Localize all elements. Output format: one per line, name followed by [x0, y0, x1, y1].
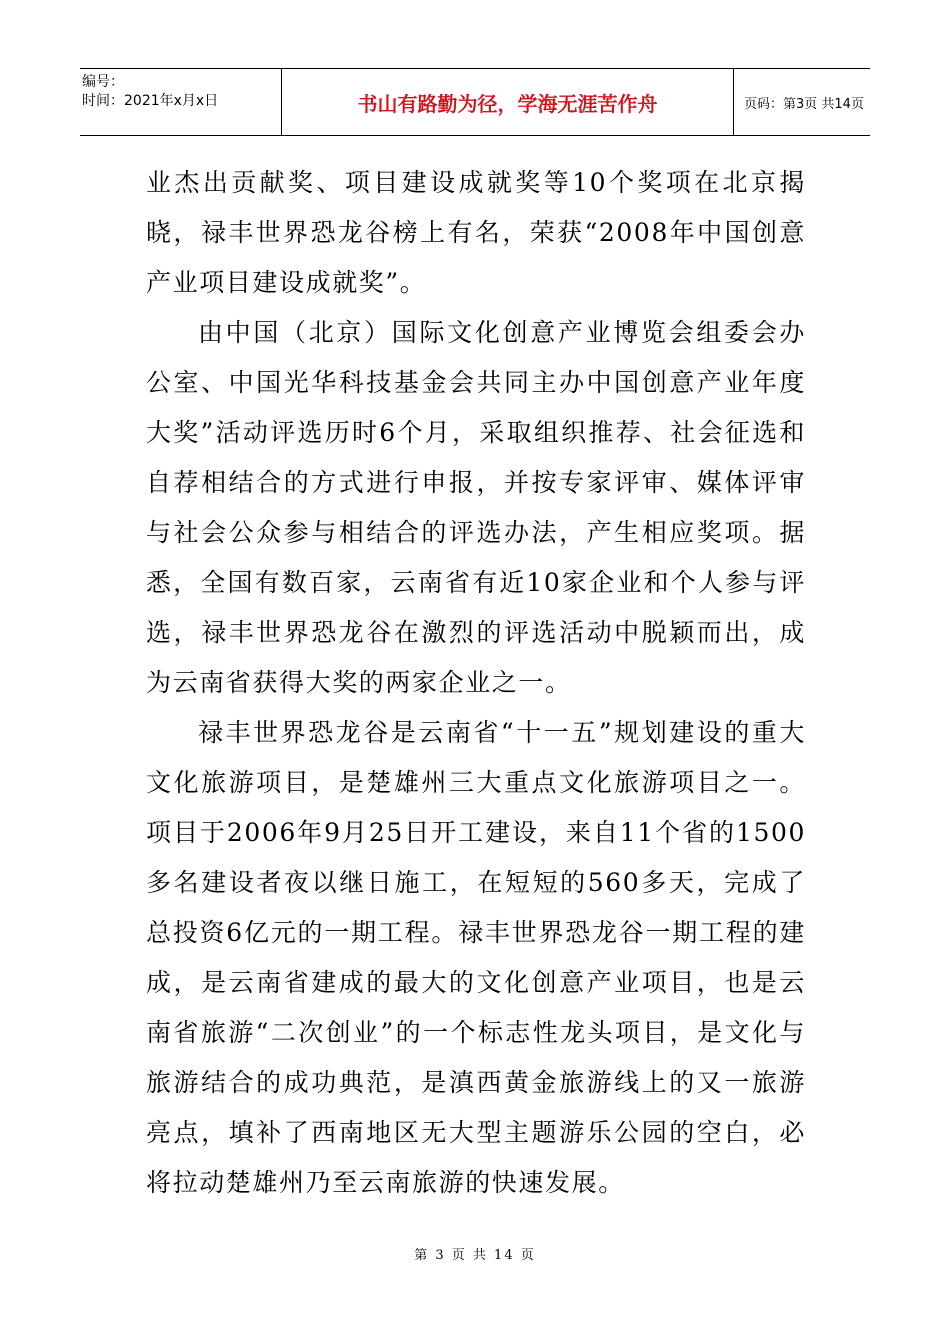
paragraph-3: 禄丰世界恐龙谷是云南省“十一五”规划建设的重大文化旅游项目，是楚雄州三大重点文化旅游项目之一。项目于2006年9月25日开工建设，来自11个省的1500多名建设者夜以继日施工，在短短的560多天，完成了总投资6亿元的一期工程。禄丰世界恐龙谷一期工程的建成，是云南省建成的最大的文化创意产业项目，也是云南省旅游“二次创业”的一个标志性龙头项目，是文化与旅游结合的成功典范，是滇西黄金旅游线上的又一旅游亮点，填补了西南地区无大型主题游乐公园的空白，必将拉动楚雄州乃至云南旅游的快速发展。 — [146, 718, 806, 1197]
page-footer: 第 3 页 共 14 页 — [414, 1248, 536, 1263]
header-motto: 书山有路勤为径，学海无涯苦作舟 — [282, 69, 734, 135]
document-number-label: 编号： — [82, 74, 124, 90]
document-time-label: 时间：2021年x月x日 — [82, 93, 219, 109]
paragraph-2: 由中国（北京）国际文化创意产业博览会组委会办公室、中国光华科技基金会共同主办中国创意产业年度大奖”活动评选历时6个月，采取组织推荐、社会征选和自荐相结合的方式进行申报，并按专家评审、媒体评审与社会公众参与相结合的评选办法，产生相应奖项。据悉，全国有数百家，云南省有近10家企业和个人参与评选，禄丰世界恐龙谷在激烈的评选活动中脱颖而出，成为云南省获得大奖的两家企业之一。 — [146, 318, 806, 697]
document-body — [146, 158, 806, 1208]
header-page-info: 页码：第3页 共14页 — [744, 96, 864, 112]
paragraph-1: 业杰出贡献奖、项目建设成就奖等10个奖项在北京揭晓，禄丰世界恐龙谷榜上有名，荣获“2008年中国创意产业项目建设成就奖”。 — [146, 168, 806, 297]
header-meta — [80, 69, 282, 135]
page-header — [80, 68, 870, 136]
